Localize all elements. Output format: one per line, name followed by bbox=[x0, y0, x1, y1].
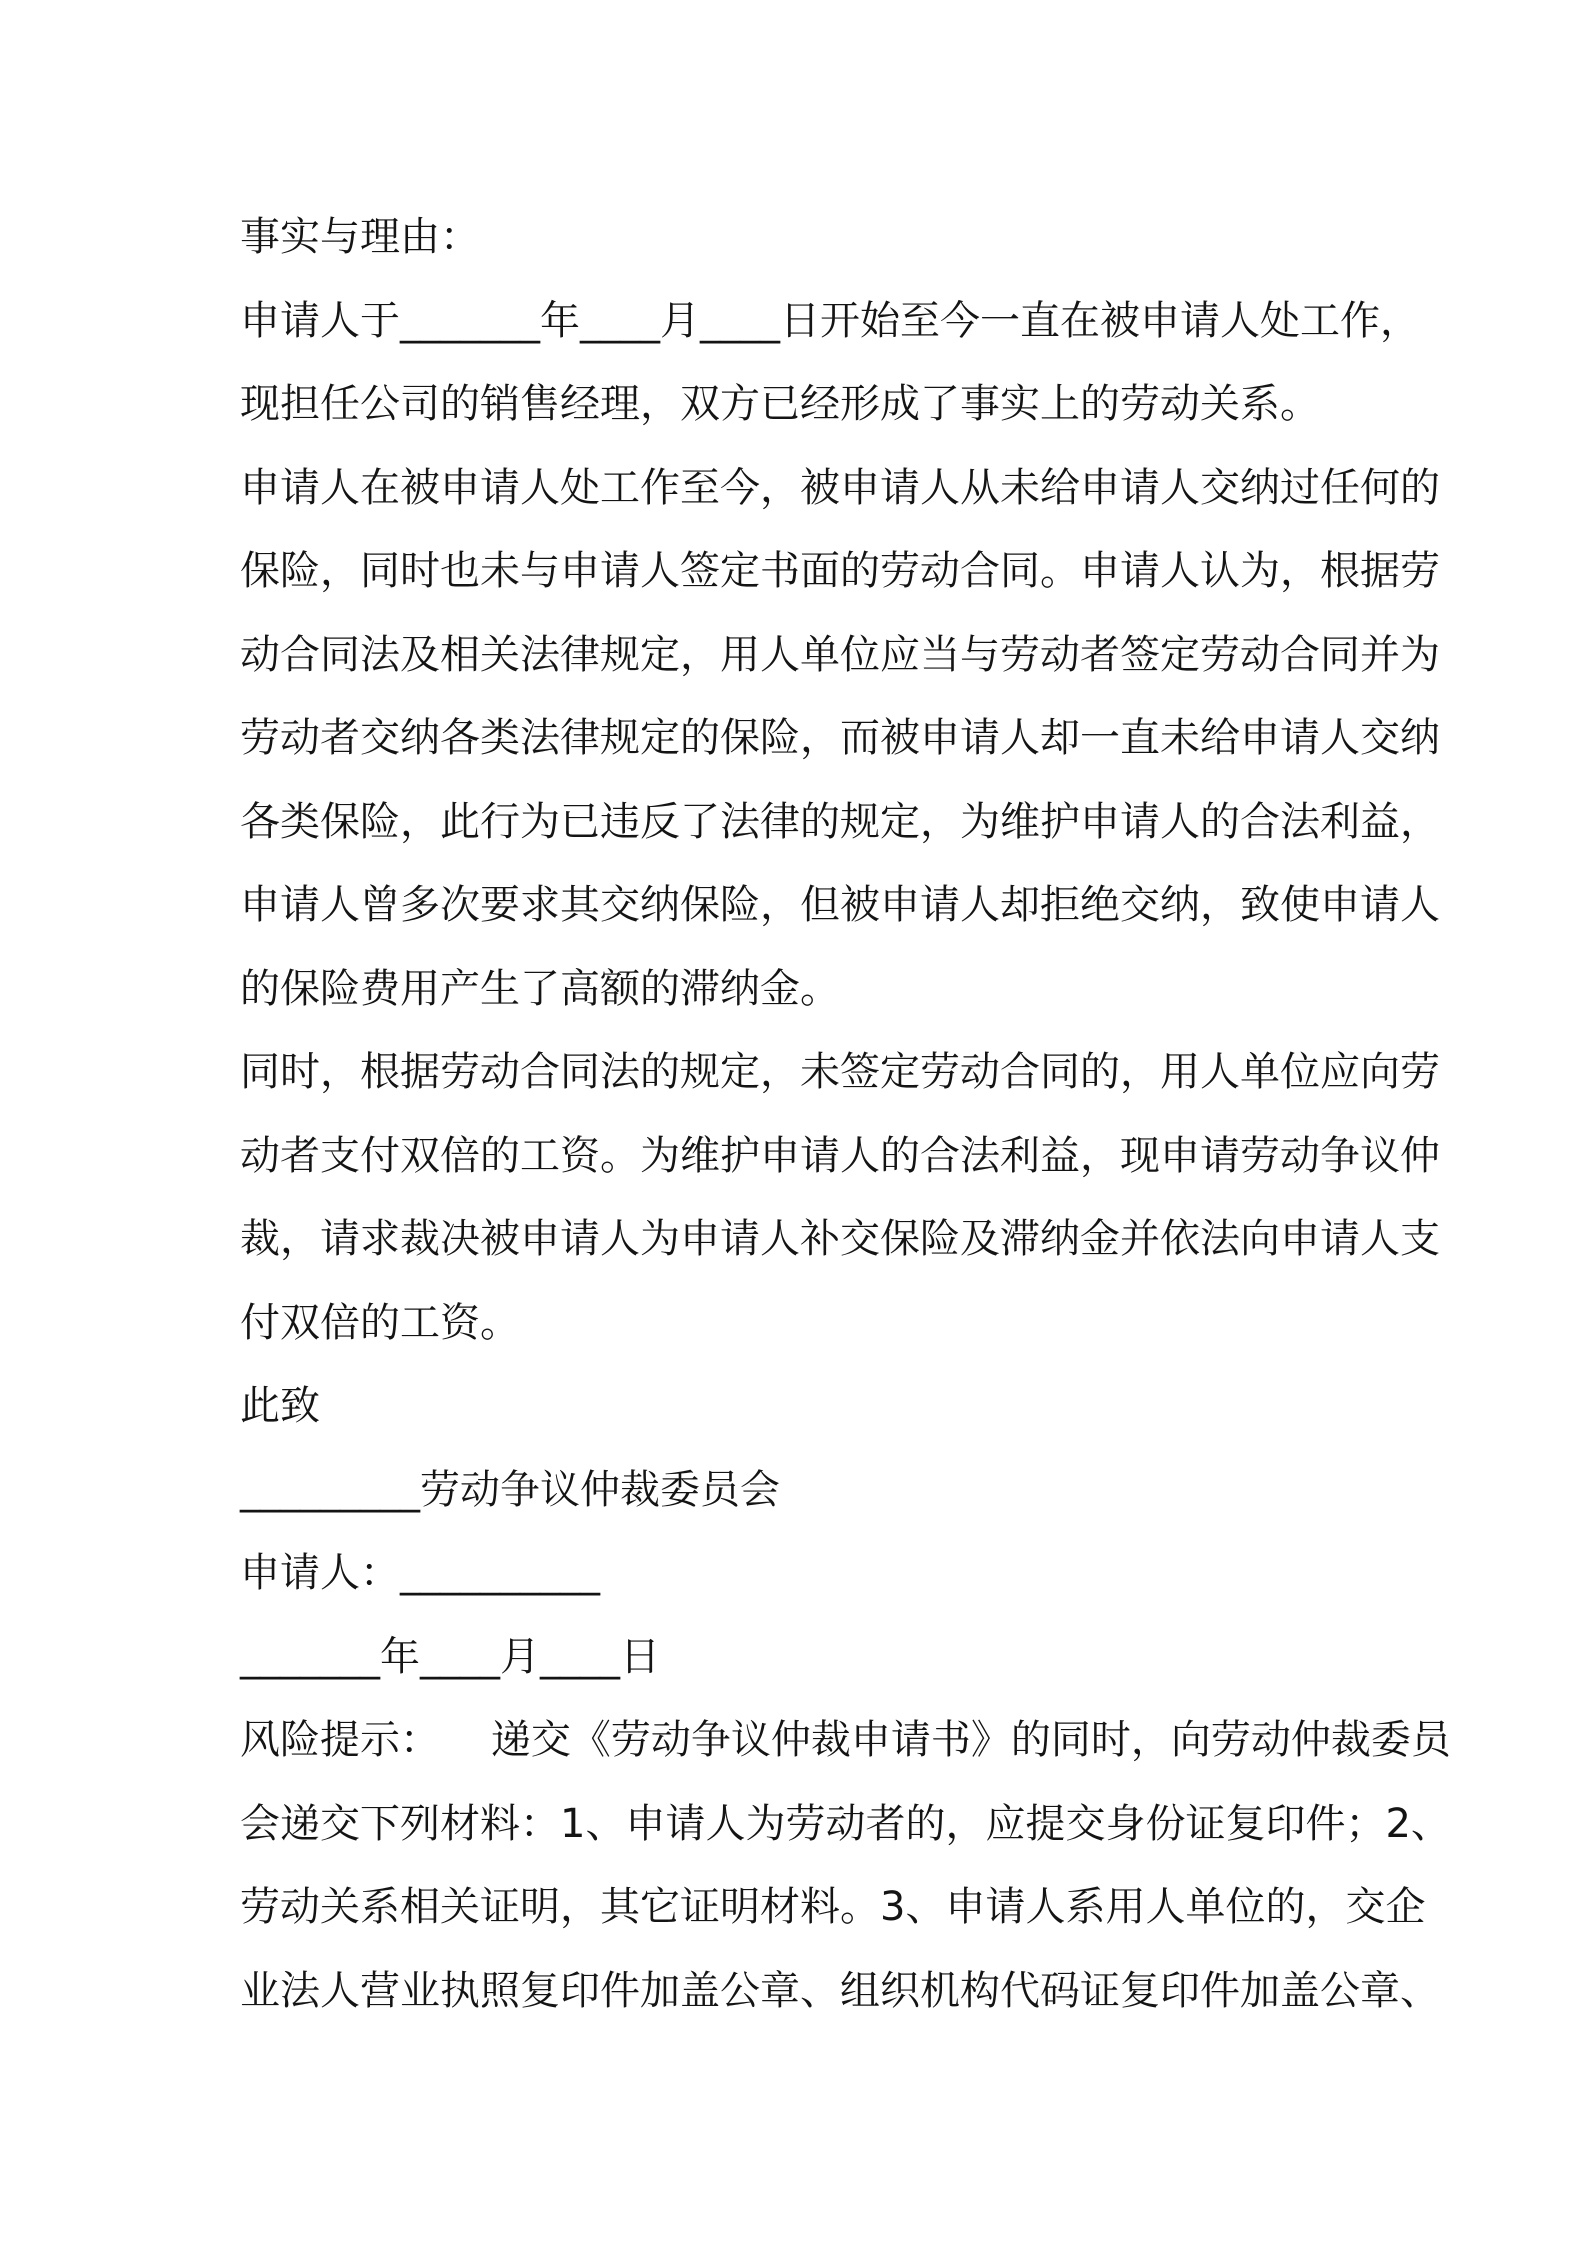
text-line: 同时，根据劳动合同法的规定，未签定劳动合同的，用人单位应向劳 bbox=[240, 1049, 1440, 1095]
text-line: 保险，同时也未与申请人签定书面的劳动合同。申请人认为，根据劳 bbox=[240, 548, 1440, 594]
risk-note-line: 风险提示： 递交《劳动争议仲裁申请书》的同时，向劳动仲裁委员 bbox=[240, 1717, 1451, 1763]
risk-note-line: 会递交下列材料：1、申请人为劳动者的，应提交身份证复印件；2、 bbox=[240, 1800, 1451, 1847]
text-line: 的保险费用产生了高额的滞纳金。 bbox=[240, 965, 840, 1012]
date-line: _______年____月____日 bbox=[240, 1633, 660, 1680]
facts-heading: 事实与理由： bbox=[240, 214, 480, 260]
text-line: 裁，请求裁决被申请人为申请人补交保险及滞纳金并依法向申请人支 bbox=[240, 1216, 1440, 1262]
text-line: 申请人在被申请人处工作至今，被申请人从未给申请人交纳过任何的 bbox=[240, 464, 1440, 511]
text-line: 现担任公司的销售经理，双方已经形成了事实上的劳动关系。 bbox=[240, 381, 1320, 427]
text-line: 申请人于_______年____月____日开始至今一直在被申请人处工作， bbox=[240, 297, 1420, 344]
text-line: 申请人曾多次要求其交纳保险，但被申请人却拒绝交纳，致使申请人 bbox=[240, 882, 1440, 928]
recipient-line: _________劳动争议仲裁委员会 bbox=[240, 1466, 780, 1513]
text-line: 动合同法及相关法律规定，用人单位应当与劳动者签定劳动合同并为 bbox=[240, 631, 1440, 678]
risk-note-line: 劳动关系相关证明，其它证明材料。3、申请人系用人单位的，交企 bbox=[240, 1884, 1426, 1930]
document-page bbox=[240, 196, 1451, 2033]
text-line: 劳动者交纳各类法律规定的保险，而被申请人却一直未给申请人交纳 bbox=[240, 715, 1440, 761]
text-line: 各类保险，此行为已违反了法律的规定，为维护申请人的合法利益， bbox=[240, 798, 1440, 845]
salutation: 此致 bbox=[240, 1383, 320, 1429]
text-line: 付双倍的工资。 bbox=[240, 1299, 520, 1346]
applicant-signature-line: 申请人：__________ bbox=[240, 1550, 600, 1596]
text-line: 动者支付双倍的工资。为维护申请人的合法利益，现申请劳动争议仲 bbox=[240, 1132, 1440, 1179]
risk-note-line: 业法人营业执照复印件加盖公章、组织机构代码证复印件加盖公章、 bbox=[240, 1967, 1440, 2014]
